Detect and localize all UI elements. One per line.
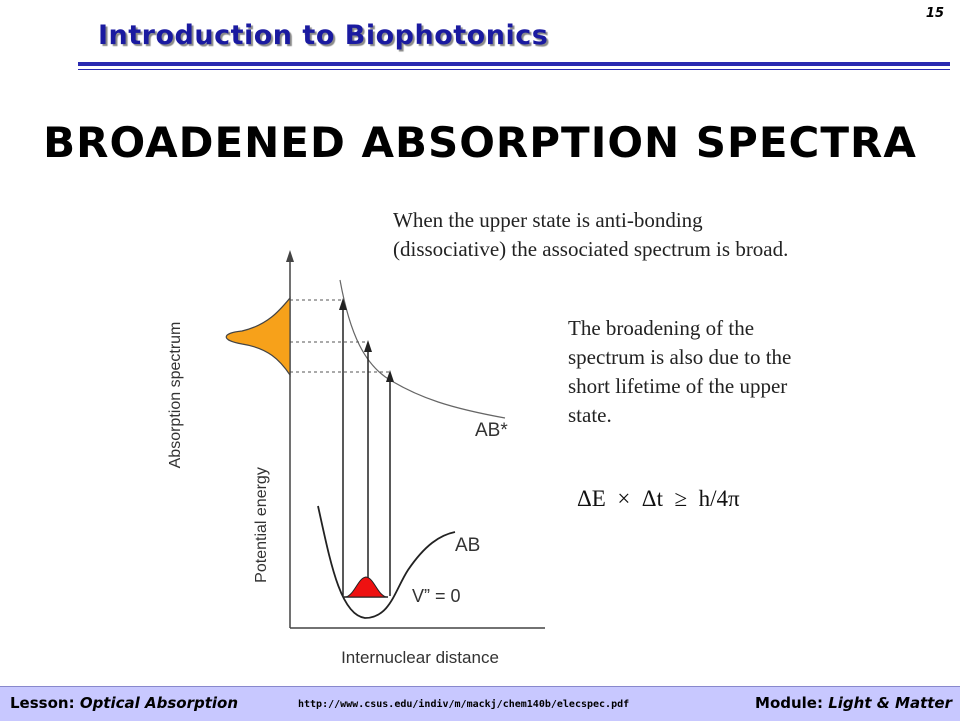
uncertainty-equation: ΔE × Δt ≥ h/4π [577,486,740,511]
footer-lesson-label: Lesson: [10,694,75,712]
antibonding-curve [340,280,505,418]
label-potential-energy: Potential energy [253,467,270,583]
header-title: Introduction to Biophotonics [98,20,549,51]
footer-lesson [10,694,238,712]
label-internuclear-distance: Internuclear distance [341,648,499,667]
description-text-lifetime: The broadening of the spectrum is also due to the short lifetime of the upper state. [568,316,792,427]
footer-module-label: Module: [755,694,823,712]
absorption-spectrum-shape [226,298,290,375]
header-rule-thin [78,69,950,70]
footer-lesson-value: Optical Absorption [79,694,239,712]
footer-url[interactable]: http://www.csus.edu/indiv/m/mackj/chem140b/elecspec.pdf [298,699,630,710]
header-rule [78,62,950,66]
y-axis-arrow [286,250,294,262]
label-v0: V” = 0 [412,586,461,606]
transition-arrowhead [364,340,372,352]
footer-module [755,694,952,712]
label-absorption-spectrum: Absorption spectrum [167,321,184,469]
footer-module-value: Light & Matter [828,694,952,712]
label-ab-star: AB* [475,420,508,441]
potential-energy-diagram [150,240,570,670]
main-heading: BROADENED ABSORPTION SPECTRA [43,118,917,167]
description-text-dissociative: When the upper state is anti-bonding (dissociative) the associated spectrum is broad. [393,208,789,261]
ground-state-wavefunction [346,577,386,597]
label-ab: AB [455,535,481,556]
slide-number: 15 [925,6,944,21]
